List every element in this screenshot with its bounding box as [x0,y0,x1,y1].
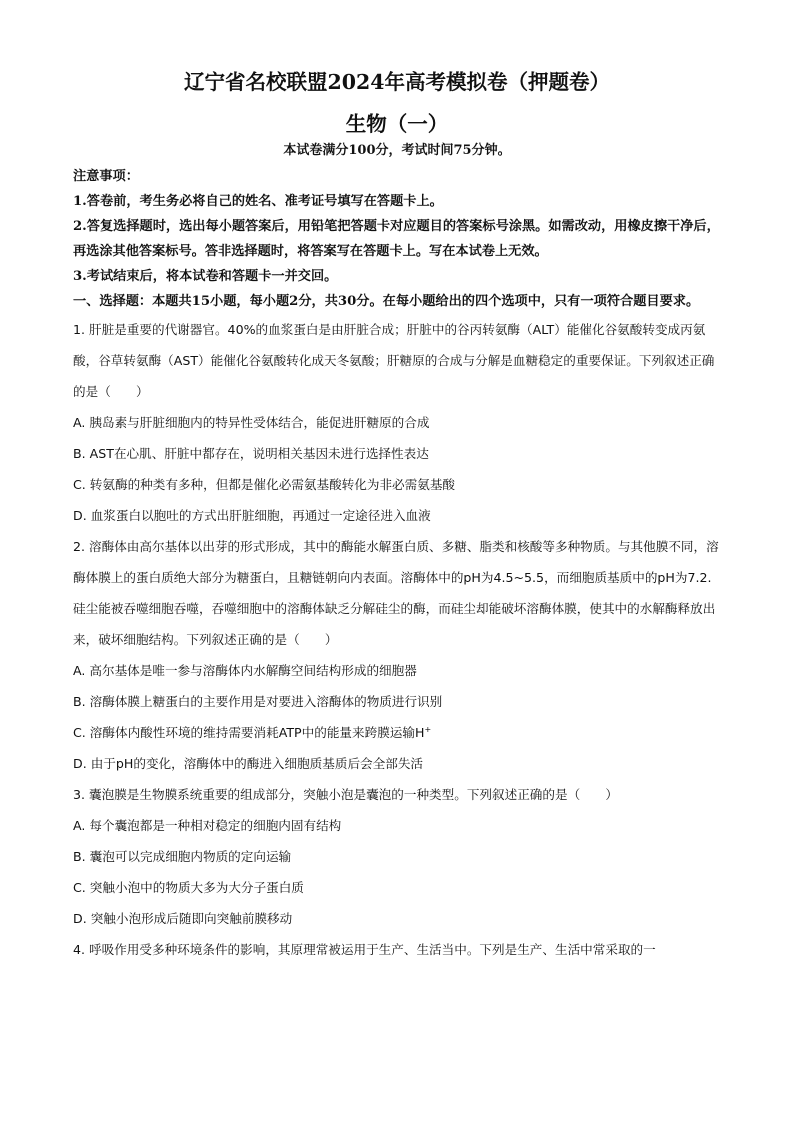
option-c: C. 转氨酶的种类有多种，但都是催化必需氨基酸转化为非必需氨基酸 [73,477,456,492]
question-1 [73,314,721,531]
superscript-plus: + [424,724,432,734]
option-a: A. 高尔基体是唯一参与溶酶体内水解酶空间结构形成的细胞器 [73,663,417,678]
notes-block [73,164,721,289]
question-4 [73,934,721,965]
notes-heading: 注意事项： [73,169,139,184]
option-d: D. 突触小泡形成后随即向突触前膜移动 [73,911,293,926]
question-2 [73,531,721,779]
question-stem: 3. 囊泡膜是生物膜系统重要的组成部分，突触小泡是囊泡的一种类型。下列叙述正确的是（ ） [73,787,618,802]
option-d: D. 由于pH的变化，溶酶体中的酶进入细胞质基质后会全部失活 [73,756,424,771]
option-b: B. 溶酶体膜上糖蛋白的主要作用是对要进入溶酶体的物质进行识别 [73,694,443,709]
option-c: C. 突触小泡中的物质大多为大分子蛋白质 [73,880,304,895]
option-b: B. 囊泡可以完成细胞内物质的定向运输 [73,849,292,864]
option-c [73,717,721,748]
option-a: A. 每个囊泡都是一种相对稳定的细胞内固有结构 [73,818,342,833]
exam-subtitle: 生物（一） [345,112,449,136]
option-a: A. 胰岛素与肝脏细胞内的特异性受体结合，能促进肝糖原的合成 [73,415,430,430]
notes-item: 3.考试结束后，将本试卷和答题卡一并交回。 [73,269,338,284]
option-b: B. AST在心肌、肝脏中都存在，说明相关基因未进行选择性表达 [73,446,429,461]
question-stem: 4. 呼吸作用受多种环境条件的影响，其原理常被运用于生产、生活当中。下列是生产、生活中常采取的一 [73,942,656,957]
question-stem: 1. 肝脏是重要的代谢器官。40%的血浆蛋白是由肝脏合成；肝脏中的谷丙转氨酶（ALT）能催化谷氨酸转变成丙氨酸，谷草转氨酶（AST）能催化谷氨酸转化成天冬氨酸；肝糖原的合成与分解是血糖稳定的重要保证。下列叙述正确的是（ ） [73,322,715,399]
exam-info: 本试卷满分100分，考试时间75分钟。 [283,143,511,158]
exam-title: 辽宁省名校联盟2024年高考模拟卷（押题卷） [183,70,611,94]
section-heading: 一、选择题：本题共15小题，每小题2分，共30分。在每小题给出的四个选项中，只有一项符合题目要求。 [73,294,700,309]
question-stem: 2. 溶酶体由高尔基体以出芽的形式形成，其中的酶能水解蛋白质、多糖、脂类和核酸等多种物质。与其他膜不同，溶酶体膜上的蛋白质绝大部分为糖蛋白，且糖链朝向内表面。溶酶体中的pH为4.5~5.5，而细胞质基质中的pH为7.2.硅尘能被吞噬细胞吞噬，吞噬细胞中的溶酶体缺乏分解硅尘的酶，而硅尘却能破坏溶酶体膜，使其中的水解酶释放出来，破坏细胞结构。下列叙述正确的是（ ） [73,539,719,647]
exam-page [73,68,721,965]
notes-item: 1.答卷前，考生务必将自己的姓名、准考证号填写在答题卡上。 [73,194,443,209]
option-c-text: C. 溶酶体内酸性环境的维持需要消耗ATP中的能量来跨膜运输H [73,725,425,740]
option-d: D. 血浆蛋白以胞吐的方式出肝脏细胞，再通过一定途径进入血液 [73,508,431,523]
question-3 [73,779,721,934]
notes-item: 2.答复选择题时，选出每小题答案后，用铅笔把答题卡对应题目的答案标号涂黑。如需改动，用橡皮擦干净后，再选涂其他答案标号。答非选择题时，将答案写在答题卡上。写在本试卷上无效。 [73,219,720,259]
